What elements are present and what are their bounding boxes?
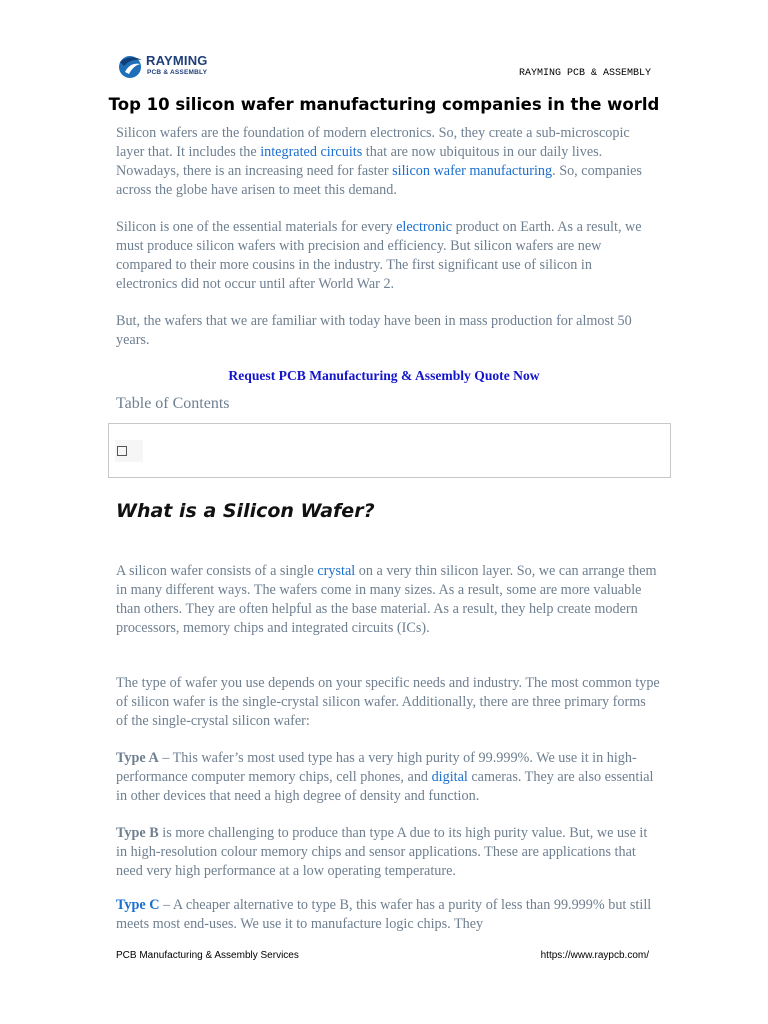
text-run: cameras. They are also essential in other devices that need a high degree of density and function. bbox=[116, 769, 654, 805]
text-run: A silicon wafer consists of a single bbox=[116, 563, 318, 580]
toc-box bbox=[108, 423, 671, 478]
checkbox-icon[interactable] bbox=[117, 446, 127, 456]
electronic-link[interactable]: electronic bbox=[396, 219, 453, 235]
section-paragraph-2: The type of wafer you use depends on your specific needs and industry. The most common type of silicon wafer is the single-crystal silicon wafer. Additionally, there are three primary forms of the single-crystal silicon wafer: bbox=[116, 675, 660, 730]
logo-name: RAYMING bbox=[146, 53, 208, 68]
rayming-logo bbox=[116, 52, 226, 82]
text-run: – A cheaper alternative to type B, this wafer has a purity of less than 99.999% but still meets most end-uses. We use it to manufacture logic chips. They bbox=[116, 897, 652, 933]
text-run: – This wafer’s most used type has a very high purity of 99.999%. We use it in high-performance computer memory chips, cell phones, and bbox=[116, 750, 637, 786]
type-c-paragraph bbox=[116, 896, 661, 934]
footer-left-text: PCB Manufacturing & Assembly Services bbox=[116, 950, 299, 961]
intro-paragraph-3: But, the wafers that we are familiar with today have been in mass production for almost 50 years. bbox=[116, 313, 632, 348]
text-run: product on Earth. As a result, we must produce silicon wafers with precision and efficiency. But silicon wafers are new compared to their more cousins in the industry. The first significant use of silicon in electronics did not occur until after World War 2. bbox=[116, 219, 642, 292]
toc-title: Table of Contents bbox=[116, 395, 230, 412]
text-run: Silicon is one of the essential materials for every bbox=[116, 219, 397, 235]
type-a-paragraph bbox=[116, 749, 661, 806]
section-paragraph-1 bbox=[116, 562, 661, 638]
text-run: that are now ubiquitous in our daily lives. Nowadays, there is an increasing need for faster bbox=[116, 144, 603, 179]
header-company-name: RAYMING PCB & ASSEMBLY bbox=[518, 68, 651, 79]
type-a-label: Type A bbox=[116, 750, 159, 767]
crystal-link[interactable]: crystal bbox=[317, 563, 356, 580]
type-c-link[interactable]: Type C bbox=[116, 897, 160, 914]
text-run: Silicon wafers are the foundation of modern electronics. So, they create a sub-microscopic layer that. It includes the bbox=[116, 125, 630, 160]
page-title: Top 10 silicon wafer manufacturing companies in the world bbox=[108, 95, 660, 114]
rayming-logo-icon bbox=[116, 52, 144, 80]
digital-link[interactable]: digital bbox=[431, 769, 468, 786]
type-b-label: Type B bbox=[116, 825, 159, 842]
text-run: . So, companies across the globe have arisen to meet this demand. bbox=[116, 163, 642, 198]
type-b-paragraph bbox=[116, 824, 661, 881]
footer-url: https://www.raypcb.com/ bbox=[540, 950, 649, 961]
silicon-wafer-manufacturing-link[interactable]: silicon wafer manufacturing bbox=[392, 163, 553, 179]
logo-subtitle: PCB & ASSEMBLY bbox=[147, 69, 208, 76]
text-run: on a very thin silicon layer. So, we can arrange them in many different ways. The wafers come in many sizes. As a result, some are more valuable than others. They are often helpful as the base material. As a result, they help create modern processors, memory chips and integrated circuits (ICs). bbox=[116, 563, 657, 637]
intro-paragraph-2 bbox=[116, 218, 656, 294]
intro-paragraph-1 bbox=[116, 124, 656, 200]
section-heading: What is a Silicon Wafer? bbox=[116, 500, 375, 522]
request-quote-link[interactable]: Request PCB Manufacturing & Assembly Quote Now bbox=[228, 368, 540, 383]
integrated-circuits-link[interactable]: integrated circuits bbox=[260, 144, 363, 160]
text-run: is more challenging to produce than type A due to its high purity value. But, we use it in high-resolution colour memory chips and sensor applications. These are applications that need very high performance at a low operating temperature. bbox=[116, 825, 648, 880]
